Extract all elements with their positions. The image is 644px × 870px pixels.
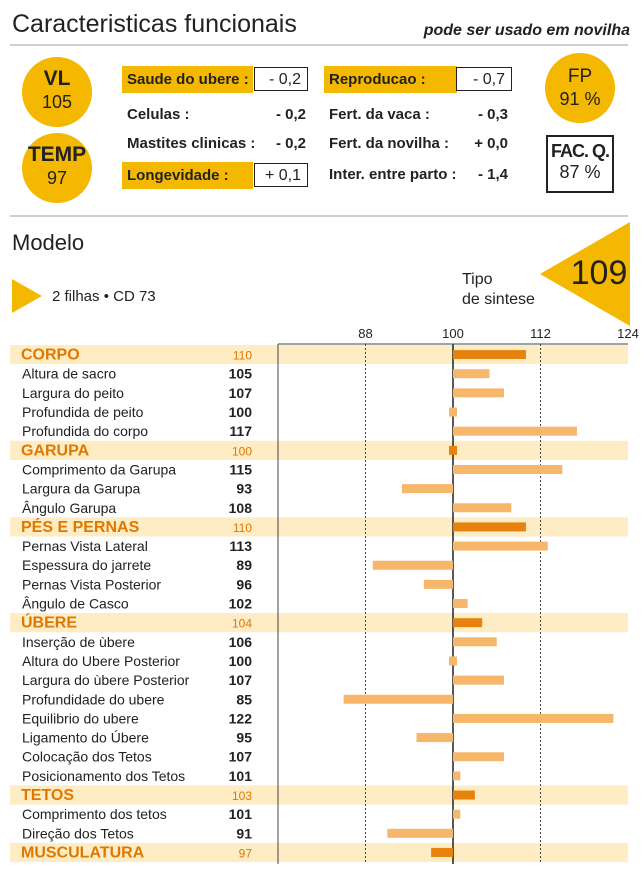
category-row-bg — [10, 785, 628, 804]
saude-label: Saude do ubere : — [122, 66, 253, 93]
tipo-label-line2: de sintese — [462, 291, 535, 308]
page-title: Caracteristicas funcionais — [12, 10, 297, 38]
category-bar — [431, 848, 453, 857]
saude-value: - 0,2 — [254, 67, 308, 91]
trait-label: Largura da Garupa — [22, 480, 141, 497]
trait-value: 85 — [236, 691, 252, 708]
trait-bar — [453, 637, 497, 646]
category-label: TETOS — [21, 787, 75, 805]
trait-value: 107 — [228, 384, 252, 401]
trait-value: 106 — [228, 633, 252, 650]
trait-label: Comprimento dos tetos — [22, 806, 167, 823]
trait-bar — [402, 484, 453, 493]
category-value: 110 — [232, 348, 252, 363]
trait-value: 107 — [228, 748, 252, 765]
trait-label: Equilibrio do ubere — [22, 710, 139, 727]
trait-value: 115 — [229, 461, 252, 478]
trait-bar — [453, 676, 504, 685]
longevidade-value: + 0,1 — [254, 163, 308, 187]
trait-value: 91 — [236, 825, 252, 842]
x-tick-label: 112 — [530, 326, 551, 341]
play-triangle-icon — [12, 279, 42, 313]
trait-label: Inserção de ùbere — [22, 633, 135, 650]
trait-value: 108 — [228, 499, 252, 516]
trait-label: Profundida de peito — [22, 404, 144, 421]
fp-badge — [545, 53, 615, 123]
trait-bar — [453, 771, 460, 780]
trait-bar — [453, 388, 504, 397]
trait-label: Ângulo Garupa — [22, 499, 117, 516]
fp-label: FP — [567, 66, 593, 87]
trait-bar — [453, 427, 577, 436]
category-row-bg — [10, 441, 628, 460]
temp-label: TEMP — [27, 143, 87, 166]
facq-label: FAC. Q. — [550, 141, 609, 161]
x-tick-label: 100 — [442, 326, 464, 341]
trait-bar — [453, 714, 613, 723]
trait-bar — [453, 369, 489, 378]
trait-value: 122 — [228, 710, 252, 727]
x-tick-label: 88 — [358, 326, 373, 341]
trait-label: Comprimento da Garupa — [22, 461, 177, 478]
trait-value: 100 — [228, 404, 252, 421]
trait-label: Profundida do corpo — [22, 423, 149, 440]
facq-badge — [546, 135, 614, 193]
trait-value: 95 — [236, 729, 252, 746]
fert-novilha-value: + 0,0 — [474, 135, 508, 152]
category-label: GARUPA — [21, 442, 90, 460]
mastites-value: - 0,2 — [275, 135, 306, 152]
trait-label: Profundidade do ubere — [22, 691, 165, 708]
category-label: CORPO — [21, 346, 80, 364]
category-value: 100 — [231, 444, 252, 459]
trait-value: 113 — [229, 538, 252, 555]
trait-label: Espessura do jarrete — [22, 557, 152, 574]
trait-bar — [424, 580, 453, 589]
category-bar — [453, 618, 482, 627]
trait-value: 107 — [228, 672, 252, 689]
vl-label: VL — [43, 67, 71, 90]
divider — [10, 44, 628, 46]
trait-label: Altura de sacro — [22, 365, 117, 382]
celulas-label: Celulas : — [127, 106, 190, 123]
category-value: 104 — [231, 616, 252, 631]
trait-value: 102 — [228, 595, 252, 612]
tipo-score: 109 — [570, 254, 628, 292]
fp-value: 91 % — [559, 89, 601, 109]
category-value: 97 — [238, 846, 252, 861]
trait-bar — [344, 695, 453, 704]
category-value: 110 — [232, 520, 252, 535]
trait-value: 101 — [228, 767, 252, 784]
tipo-label — [462, 270, 535, 310]
category-row-bg — [10, 345, 628, 364]
trait-label: Pernas Vista Posterior — [22, 576, 162, 593]
trait-label: Pernas Vista Lateral — [22, 538, 148, 555]
fert-vaca-label: Fert. da vaca : — [329, 106, 430, 123]
x-tick-label: 124 — [617, 326, 639, 341]
fert-novilha-label: Fert. da novilha : — [329, 135, 450, 152]
temp-badge — [22, 133, 92, 203]
trait-bar — [453, 752, 504, 761]
trait-bar — [449, 408, 457, 417]
trait-bar — [373, 561, 453, 570]
trait-bar — [453, 599, 468, 608]
longevidade-label: Longevidade : — [122, 162, 253, 189]
trait-value: 89 — [236, 557, 252, 574]
inter-parto-label: Inter. entre parto : — [329, 166, 457, 183]
vl-badge — [22, 57, 92, 127]
linear-trait-chart — [0, 320, 644, 870]
temp-value: 97 — [46, 168, 68, 188]
category-bar — [453, 522, 526, 531]
category-label: PÉS E PERNAS — [21, 518, 140, 536]
category-bar — [453, 350, 526, 359]
trait-label: Ligamento do Úbere — [22, 729, 149, 746]
trait-bar — [449, 656, 457, 665]
trait-bar — [453, 542, 548, 551]
trait-label: Ângulo de Casco — [22, 595, 129, 612]
category-label: MUSCULATURA — [21, 844, 145, 862]
trait-label: Altura do Ubere Posterior — [22, 652, 180, 669]
model-title: Modelo — [12, 230, 85, 255]
trait-value: 101 — [228, 806, 252, 823]
trait-bar — [453, 465, 562, 474]
facq-value: 87 % — [559, 162, 601, 182]
daughters-info: 2 filhas • CD 73 — [52, 288, 156, 305]
fert-vaca-value: - 0,3 — [477, 106, 508, 123]
trait-label: Direção dos Tetos — [22, 825, 134, 842]
tipo-label-line1: Tipo — [462, 271, 493, 288]
inter-parto-value: - 1,4 — [477, 166, 508, 183]
trait-label: Largura do ùbere Posterior — [22, 672, 190, 689]
divider — [10, 215, 628, 217]
trait-value: 96 — [236, 576, 252, 593]
trait-value: 100 — [228, 652, 252, 669]
category-bar — [449, 446, 457, 455]
trait-bar — [453, 503, 511, 512]
vl-value: 105 — [41, 92, 73, 112]
page-subtitle: pode ser usado em novilha — [423, 22, 630, 39]
trait-bar — [417, 733, 453, 742]
category-value: 103 — [231, 789, 252, 804]
trait-value: 93 — [236, 480, 252, 497]
reproducao-label: Reproducao : — [324, 66, 457, 93]
trait-label: Posicionamento dos Tetos — [22, 767, 186, 784]
trait-label: Largura do peito — [22, 384, 124, 401]
category-label: ÚBERE — [21, 614, 78, 632]
category-bar — [453, 791, 475, 800]
reproducao-value: - 0,7 — [456, 67, 512, 91]
category-row-bg — [10, 613, 628, 632]
celulas-value: - 0,2 — [275, 106, 306, 123]
trait-label: Colocação dos Tetos — [22, 748, 152, 765]
mastites-label: Mastites clinicas : — [127, 135, 256, 152]
trait-bar — [387, 829, 453, 838]
trait-bar — [453, 810, 460, 819]
trait-value: 105 — [228, 365, 252, 382]
trait-value: 117 — [229, 423, 252, 440]
